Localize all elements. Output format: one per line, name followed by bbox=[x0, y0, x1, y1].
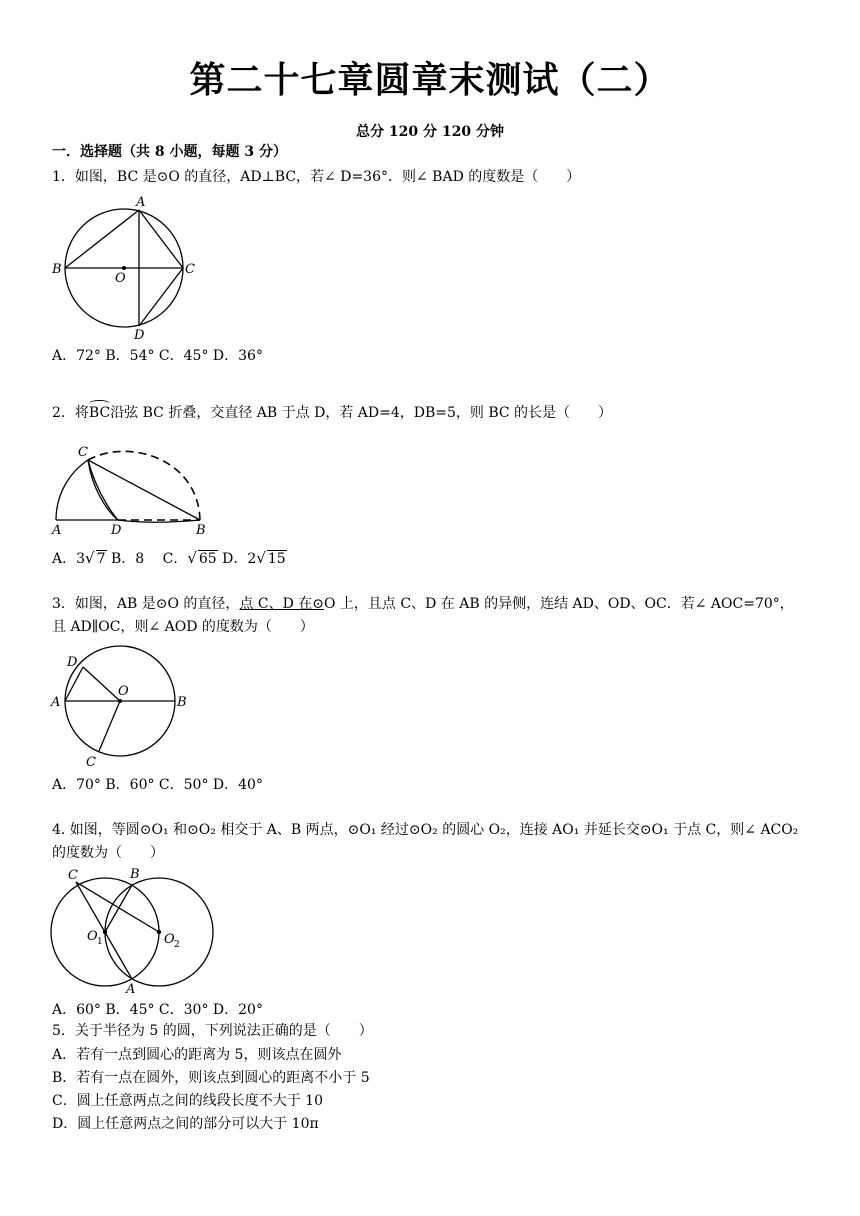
q3-stem-underlined: 点 C、D 在⊙ bbox=[239, 596, 324, 612]
question-2-stem bbox=[52, 403, 612, 423]
q4-label-c: C bbox=[68, 868, 78, 883]
q4-label-o2: O bbox=[164, 932, 175, 947]
q3-stem-part-a: 3．如图，AB 是⊙O 的直径， bbox=[52, 596, 240, 612]
q3-label-o: O bbox=[118, 684, 129, 699]
q4-label-o2-sub: 2 bbox=[174, 940, 180, 950]
question-4-figure bbox=[48, 864, 223, 996]
q1-label-c: C bbox=[185, 262, 195, 277]
question-5-option-d: D．圆上任意两点之间的部分可以大于 10π bbox=[52, 1116, 319, 1132]
q1-label-b: B bbox=[52, 262, 62, 277]
q1-line-cd bbox=[139, 268, 183, 326]
q1-center-dot bbox=[122, 266, 126, 270]
q3-line-oc bbox=[99, 701, 120, 751]
q1-label-d: D bbox=[134, 328, 145, 343]
q1-label-a: A bbox=[136, 195, 146, 210]
q1-label-o: O bbox=[115, 271, 126, 286]
q2-label-a: A bbox=[52, 523, 62, 538]
question-2-figure bbox=[48, 438, 218, 538]
q3-label-c: C bbox=[86, 755, 96, 770]
q2-label-b: B bbox=[196, 523, 206, 538]
question-2-options bbox=[52, 548, 287, 569]
q4-label-o1-sub: 1 bbox=[97, 937, 103, 947]
sqrt-icon: √ bbox=[256, 549, 266, 567]
q4-label-o1: O bbox=[87, 929, 98, 944]
q2-fold-curve bbox=[88, 460, 118, 520]
question-3-figure bbox=[48, 644, 198, 772]
q3-stem-part-b: O 上，且点 C、D 在 AB 的异侧，连结 AD、OD、OC．若∠ AOC=70°， bbox=[324, 596, 794, 612]
question-3-options: A．70° B．60° C．50° D．40° bbox=[52, 777, 263, 793]
q2-opt-d: D．2 bbox=[217, 551, 257, 567]
q3-line-od bbox=[83, 667, 120, 701]
q3-label-a: A bbox=[51, 695, 61, 710]
question-4-stem-2: 的度数为（ ） bbox=[52, 845, 164, 861]
q2-opt-bc: B．8 C． bbox=[106, 551, 188, 567]
q4-line-co2 bbox=[76, 882, 159, 932]
page-subtitle: 总分 120 分 120 分钟 bbox=[356, 124, 504, 140]
question-5-stem: 5．关于半径为 5 的圆，下列说法正确的是（ ） bbox=[52, 1023, 373, 1039]
q1-line-ac bbox=[139, 210, 183, 268]
page-title: 第二十七章圆章末测试（二） bbox=[189, 59, 671, 101]
q3-label-d: D bbox=[67, 655, 78, 670]
sqrt-icon: √ bbox=[187, 549, 197, 567]
q2-opt-a-radicand: 7 bbox=[96, 551, 106, 567]
question-1-stem: 1．如图，BC 是⊙O 的直径，AD⊥BC，若∠ D=36°．则∠ BAD 的度数是（ ） bbox=[52, 169, 581, 185]
q4-o2-dot bbox=[157, 930, 161, 934]
q2-chord-bc bbox=[88, 460, 200, 520]
q2-rest: 沿弦 BC 折叠，交直径 AB 于点 D，若 AD=4，DB=5，则 BC 的长是（ ） bbox=[110, 405, 613, 421]
question-3-stem bbox=[52, 594, 794, 614]
question-5-option-b: B．若有一点在圆外，则该点到圆心的距离不小于 5 bbox=[52, 1070, 370, 1086]
q2-arc-dashed bbox=[88, 451, 200, 520]
q2-label-c: C bbox=[78, 445, 88, 460]
q4-line-o1b bbox=[105, 885, 132, 932]
q2-semicircle-left bbox=[56, 460, 88, 520]
q3-center-dot bbox=[118, 699, 122, 703]
sqrt-icon: √ bbox=[85, 549, 95, 567]
q2-label-d: D bbox=[111, 523, 122, 538]
q4-label-b: B bbox=[130, 867, 140, 882]
q2-arc-bc: BC bbox=[88, 405, 111, 421]
q2-opt-c-radicand: 65 bbox=[198, 551, 217, 567]
question-4-options: A．60° B．45° C．30° D．20° bbox=[52, 1002, 263, 1018]
question-5-option-c: C．圆上任意两点之间的线段长度不大于 10 bbox=[52, 1093, 323, 1109]
q2-opt-d-radicand: 15 bbox=[267, 551, 286, 567]
question-5-option-a: A．若有一点到圆心的距离为 5，则该点在圆外 bbox=[52, 1047, 342, 1063]
question-3-stem-2: 且 AD∥OC，则∠ AOD 的度数为（ ） bbox=[52, 619, 314, 635]
q3-label-b: B bbox=[177, 695, 187, 710]
q4-o1-dot bbox=[103, 930, 107, 934]
q1-line-ba bbox=[65, 210, 139, 268]
question-4-stem: 4. 如图，等圆⊙O₁ 和⊙O₂ 相交于 A、B 两点，⊙O₁ 经过⊙O₂ 的圆心 O₂，连接 AO₁ 并延长交⊙O₁ 于点 C，则∠ ACO₂ bbox=[52, 822, 799, 838]
question-1-options: A．72° B．54° C．45° D．36° bbox=[52, 348, 263, 364]
q2-opt-a: A．3 bbox=[52, 551, 86, 567]
question-1-figure bbox=[48, 193, 208, 343]
q4-label-a: A bbox=[126, 982, 136, 997]
section-heading: 一．选择题（共 8 小题，每题 3 分） bbox=[52, 144, 287, 160]
q2-num: 2．将 bbox=[52, 405, 89, 421]
